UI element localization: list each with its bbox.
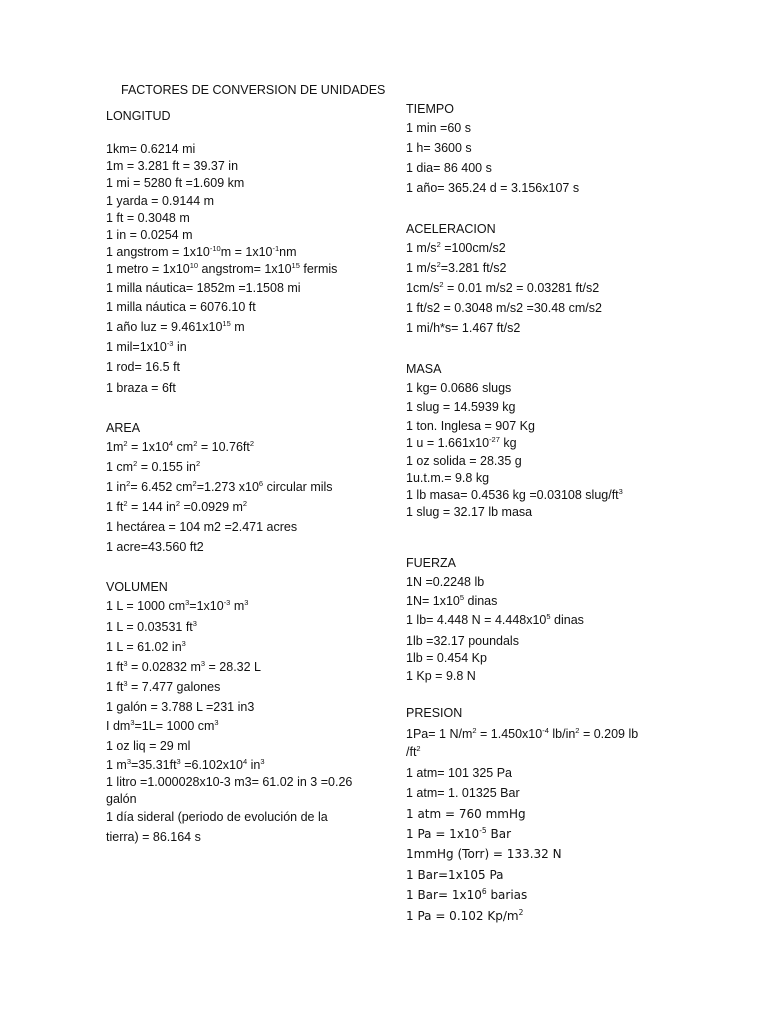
conversion-line: 1lb =32.17 poundals xyxy=(406,634,519,648)
conversion-line: 1mmHg (Torr) = 133.32 N xyxy=(406,847,562,861)
superscript: -3 xyxy=(223,598,231,607)
conversion-line: 1 braza = 6ft xyxy=(106,381,176,395)
conversion-line: 1 metro = $1x10^{10}$ angstrom= $1x10^{15}$ fermis xyxy=(106,261,338,276)
superscript: -10 xyxy=(209,244,221,253)
section-heading: TIEMPO xyxy=(406,102,454,116)
superscript: 3 xyxy=(260,757,265,766)
conversion-line: 1 slug = 32.17 lb masa xyxy=(406,505,533,519)
conversion-line: 1 año luz = $9.461x10^{15}$ m xyxy=(106,319,245,334)
superscript: 3 xyxy=(176,757,181,766)
section-heading: ACELERACION xyxy=(406,222,496,236)
superscript: 3 xyxy=(123,679,128,688)
conversion-line: 1 L = 0.03531 $ft^3$ xyxy=(106,619,197,634)
conversion-line: 1km= 0.6214 mi xyxy=(106,142,196,156)
superscript: 3 xyxy=(200,659,206,668)
conversion-line: 1 dia= 86 400 s xyxy=(406,161,492,175)
superscript: -3 xyxy=(166,339,174,348)
conversion-line: 1 $ft^3 = 7.477$ galones xyxy=(106,679,221,694)
superscript: 6 xyxy=(481,887,487,896)
superscript: 2 xyxy=(192,479,197,488)
superscript: 3 xyxy=(130,718,135,727)
conversion-line: galón xyxy=(106,792,137,806)
conversion-line: 1 ft/s2 = 0.3048 m/s2 =30.48 cm/s2 xyxy=(406,301,602,315)
conversion-line: 1 yarda = 0.9144 m xyxy=(106,194,215,208)
superscript: -1 xyxy=(272,244,280,253)
conversion-line: 1 L = 61.02 $in^3$ xyxy=(106,639,186,654)
conversion-line: $1m^2 = 1x10^4$ $cm^2 = 10.76ft^2$ xyxy=(106,439,255,454)
conversion-line: 1 slug = 14.5939 kg xyxy=(406,400,516,414)
superscript: 3 xyxy=(181,639,186,648)
superscript: 2 xyxy=(123,499,128,508)
conversion-line: 1 $m/s^2=3.281$ ft/s2 xyxy=(406,260,507,275)
superscript: 2 xyxy=(175,499,181,508)
conversion-line: 1 $mil=1x10^{-3}$ in xyxy=(106,339,187,354)
page-title: FACTORES DE CONVERSION DE UNIDADES xyxy=(121,83,386,97)
conversion-line: 1 hectárea = 104 m2 =2.471 acres xyxy=(106,520,298,534)
conversion-line: 1N =0.2248 lb xyxy=(406,575,485,589)
conversion-line: 1u.t.m.= 9.8 kg xyxy=(406,471,490,485)
conversion-line: 1 mi/h*s= 1.467 ft/s2 xyxy=(406,321,521,335)
conversion-line: 1 milla náutica= 1852m =1.1508 mi xyxy=(106,281,301,295)
conversion-line: 1 $u = 1.661x10^{-27}$ kg xyxy=(406,435,517,450)
conversion-line: 1 ft = 0.3048 m xyxy=(106,211,190,225)
superscript: 3 xyxy=(214,718,219,727)
conversion-line: $1cm/s^2 = 0.01$ m/s2 = 0.03281 ft/s2 xyxy=(406,280,600,295)
superscript: 5 xyxy=(459,593,465,602)
superscript: 3 xyxy=(185,598,190,607)
superscript: 2 xyxy=(436,260,441,269)
conversion-line: 1 lb= 4.448 $N = 4.448x10^5$ dinas xyxy=(406,612,584,627)
superscript: 3 xyxy=(244,598,249,607)
superscript: 3 xyxy=(618,487,623,496)
superscript: 3 xyxy=(123,659,128,668)
conversion-line: 1 L = 1000 $cm^3=1x10^{-3}$ $m^3$ xyxy=(106,598,249,613)
conversion-line: 1 oz solida = 28.35 g xyxy=(406,454,522,468)
conversion-line: 1 min =60 s xyxy=(406,121,471,135)
conversion-line: 1 Pa = 0.102 $Kp/m^2$ xyxy=(406,908,524,923)
superscript: 2 xyxy=(133,459,138,468)
superscript: 2 xyxy=(193,439,198,448)
superscript: -4 xyxy=(542,726,549,735)
superscript: -27 xyxy=(489,435,500,444)
superscript: 2 xyxy=(123,439,128,448)
conversion-line: 1lb = 0.454 Kp xyxy=(406,651,487,665)
section-heading: LONGITUD xyxy=(106,109,171,123)
conversion-line: 1 Bar=1x105 Pa xyxy=(406,868,504,882)
section-heading: MASA xyxy=(406,362,442,376)
superscript: 2 xyxy=(518,908,524,917)
superscript: 15 xyxy=(291,261,300,270)
superscript: 2 xyxy=(416,744,421,753)
superscript: 6 xyxy=(258,479,264,488)
conversion-line: 1 año= 365.24 d = 3.156x107 s xyxy=(406,181,580,195)
conversion-line: I $dm^3=1L= 1000$ $cm^3$ xyxy=(106,718,219,733)
section-heading: VOLUMEN xyxy=(106,580,168,594)
superscript: 3 xyxy=(192,619,197,628)
conversion-line: 1 $m^3=35.31ft^3 =6.102x10^4$ $in^3$ xyxy=(106,757,265,772)
conversion-line: 1 litro =1.000028x10-3 m3= 61.02 in 3 =0.26 xyxy=(106,775,353,789)
conversion-line: 1 kg= 0.0686 slugs xyxy=(406,381,512,395)
conversion-line: 1 galón = 3.788 L =231 in3 xyxy=(106,700,255,714)
conversion-line: 1 $cm^2 = 0.155$ $in^2$ xyxy=(106,459,201,474)
section-heading: PRESION xyxy=(406,706,463,720)
conversion-line: 1 día sideral (periodo de evolución de la xyxy=(106,810,328,824)
conversion-line: 1 $ft^3 = 0.02832$ $m^3 = 28.32$ L xyxy=(106,659,261,674)
superscript: 4 xyxy=(242,757,248,766)
superscript: 10 xyxy=(189,261,199,270)
superscript: 4 xyxy=(168,439,174,448)
conversion-line: 1 $in^2= 6.452$ $cm^2=1.273$ $x10^6$ circular mils xyxy=(106,479,333,494)
conversion-line: 1 $m/s^2 =100cm/s2$ xyxy=(406,240,506,255)
conversion-line: 1 in = 0.0254 m xyxy=(106,228,193,242)
superscript: 2 xyxy=(249,439,255,448)
conversion-line: 1Pa= 1 $N/m^2 = 1.450x10^{-4}$ $lb/in^2 = 0.209$ lb xyxy=(406,726,639,741)
section-heading: AREA xyxy=(106,421,141,435)
superscript: 15 xyxy=(222,319,231,328)
conversion-line: 1 $ft^2 = 144$ $in^2 =0.0929$ $m^2$ xyxy=(106,499,248,514)
conversion-line: 1 milla náutica = 6076.10 ft xyxy=(106,300,256,314)
conversion-line: 1 oz liq = 29 ml xyxy=(106,739,191,753)
conversion-line: 1 $Pa = 1x10^{-5}$ Bar xyxy=(406,826,512,841)
conversion-line: tierra) = 86.164 s xyxy=(106,830,201,844)
conversion-line: 1 ton. Inglesa = 907 Kg xyxy=(406,419,535,433)
conversion-line: 1 atm= 1. 01325 Bar xyxy=(406,786,520,800)
superscript: 2 xyxy=(436,240,441,249)
superscript: 2 xyxy=(575,726,580,735)
conversion-line: 1 lb masa= 0.4536 kg =0.03108 slug/$ft^3$ xyxy=(406,487,623,502)
conversion-line: 1 atm = 760 mmHg xyxy=(406,807,526,821)
conversion-line: 1 rod= 16.5 ft xyxy=(106,360,181,374)
superscript: 2 xyxy=(472,726,477,735)
conversion-line: 1 $Bar= 1x10^6$ barias xyxy=(406,887,528,902)
conversion-line: $1N= 1x10^5$ dinas xyxy=(406,593,498,608)
conversion-line: 1 Kp = 9.8 N xyxy=(406,669,476,683)
conversion-line: $/ft^2$ xyxy=(406,744,421,759)
section-heading: FUERZA xyxy=(406,556,456,570)
conversion-line: 1 acre=43.560 ft2 xyxy=(106,540,204,554)
superscript: 2 xyxy=(126,479,131,488)
superscript: 5 xyxy=(546,612,551,621)
conversion-line: 1m = 3.281 ft = 39.37 in xyxy=(106,159,239,173)
superscript: 2 xyxy=(439,280,444,289)
conversion-line: 1 mi = 5280 ft =1.609 km xyxy=(106,176,245,190)
conversion-line: 1 atm= 101 325 Pa xyxy=(406,766,512,780)
conversion-line: 1 angstrom = $1x10^{-10}m = 1x10^{-1}nm$ xyxy=(106,244,297,259)
superscript: 2 xyxy=(242,499,248,508)
superscript: -5 xyxy=(479,826,487,835)
conversion-line: 1 h= 3600 s xyxy=(406,141,472,155)
superscript: 2 xyxy=(196,459,201,468)
superscript: 3 xyxy=(126,757,132,766)
